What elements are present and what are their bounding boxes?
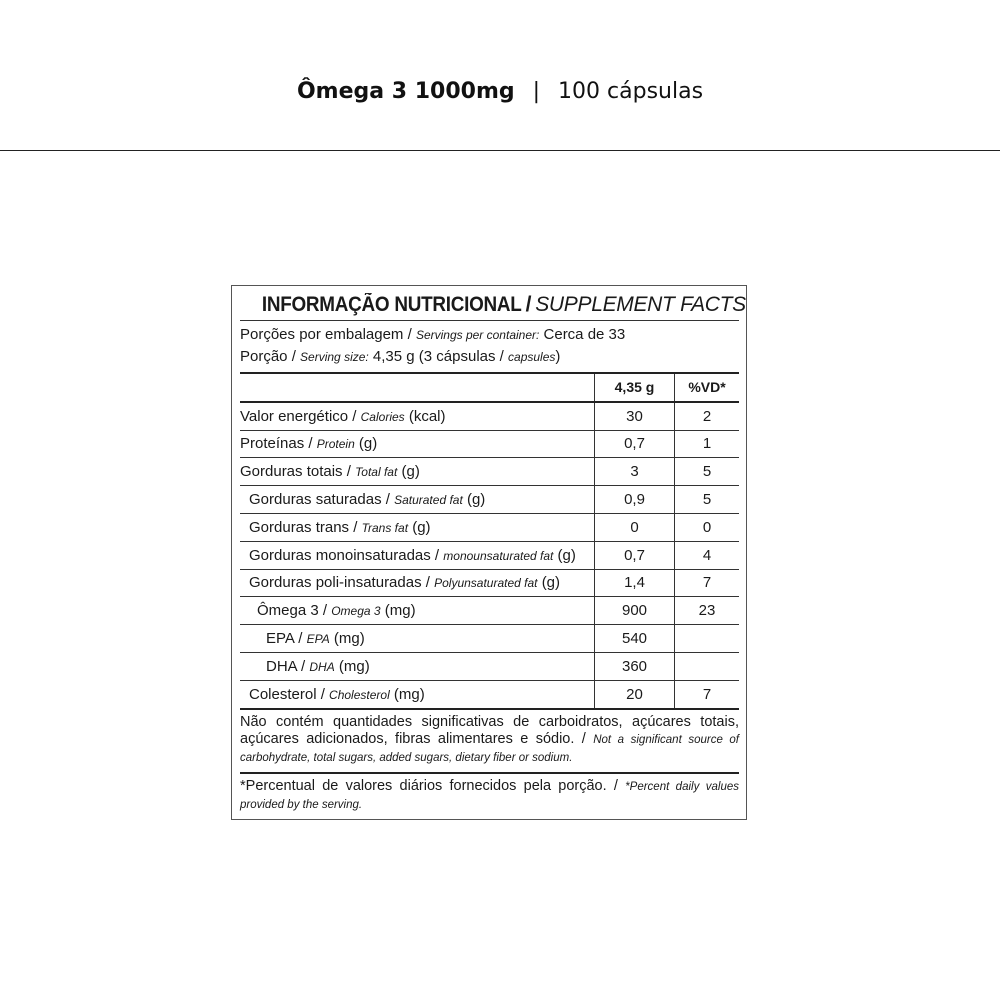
amount-column-header: 4,35 g [595,374,675,402]
nutrient-amount: 900 [595,597,675,625]
table-row [240,680,739,708]
servings-value: Cerca de 33 [543,326,626,343]
table-row [240,458,739,486]
product-header [0,76,1000,108]
nutrient-amount: 20 [595,680,675,708]
header-separator: | [532,79,541,104]
serving-size-value: 4,35 g (3 cápsulas / [372,348,504,365]
serving-size-label-pt: Porção / [240,348,296,365]
table-header-row [240,374,739,402]
dv-note-pt: *Percentual de valores diários fornecidos pela porção. / [240,777,618,794]
nutrient-label: Gorduras monoinsaturadas / monounsaturated fat (g) [240,541,595,569]
table-row [240,402,739,430]
table-row [240,569,739,597]
nutrition-facts-panel [231,285,747,820]
nutrient-label: EPA / EPA (mg) [240,625,595,653]
table-row [240,541,739,569]
not-significant-note [240,710,739,774]
nutrient-amount: 0,9 [595,486,675,514]
nutrient-amount: 0,7 [595,541,675,569]
serving-size-unit-en: capsules [508,350,556,364]
note-en: Not a significant source of carbohydrate, total sugars, added sugars, dietary fiber or sodium. [240,733,739,764]
note-pt: Não contém quantidades significativas de carboidratos, açúcares totais, açúcares adicionados, fibras alimentares e sódio. / [240,713,739,747]
table-row [240,652,739,680]
header-divider [0,150,1000,151]
nutrient-dv: 7 [675,680,740,708]
nutrient-label: Gorduras saturadas / Saturated fat (g) [240,486,595,514]
nutrient-dv: 5 [675,486,740,514]
nutrients-table [240,374,739,710]
nutrient-amount: 540 [595,625,675,653]
nutrient-dv: 23 [675,597,740,625]
nutrient-dv: 1 [675,430,740,458]
product-name: Ômega 3 1000mg [296,79,515,104]
nutrient-dv: 0 [675,513,740,541]
daily-value-note [240,774,739,814]
nutrient-dv: 5 [675,458,740,486]
servings-label-pt: Porções por embalagem / [240,326,412,343]
nutrient-dv [675,625,740,653]
nutrient-label: Gorduras trans / Trans fat (g) [240,513,595,541]
nutrient-dv: 7 [675,569,740,597]
nutrient-label: Valor energético / Calories (kcal) [240,402,595,430]
table-row [240,625,739,653]
capsule-count: 100 cápsulas [558,79,704,104]
table-row [240,597,739,625]
nutrient-amount: 1,4 [595,569,675,597]
nutrient-label: DHA / DHA (mg) [240,652,595,680]
nutrient-dv [675,652,740,680]
serving-info [240,321,739,374]
title-english: SUPPLEMENT FACTS [535,293,746,316]
nutrient-amount: 360 [595,652,675,680]
header-blank [240,374,595,402]
nutrient-dv: 2 [675,402,740,430]
servings-per-container [240,324,739,346]
nutrient-label: Gorduras poli-insaturadas / Polyunsaturated fat (g) [240,569,595,597]
title-separator: / [525,293,532,316]
serving-size [240,346,739,368]
nutrient-amount: 0,7 [595,430,675,458]
serving-size-label-en: Serving size: [300,350,369,364]
nutrient-amount: 3 [595,458,675,486]
dv-note-en: *Percent daily values provided by the serving. [240,780,739,811]
nutrient-dv: 4 [675,541,740,569]
title-portuguese: INFORMAÇÃO NUTRICIONAL [261,293,522,316]
nutrient-amount: 0 [595,513,675,541]
serving-size-close: ) [555,348,561,365]
nutrient-amount: 30 [595,402,675,430]
table-row [240,513,739,541]
servings-label-en: Servings per container: [415,328,540,342]
nutrient-label: Colesterol / Cholesterol (mg) [240,680,595,708]
table-row [240,486,739,514]
nutrient-label: Gorduras totais / Total fat (g) [240,458,595,486]
nutrient-label: Ômega 3 / Omega 3 (mg) [240,597,595,625]
nutrient-label: Proteínas / Protein (g) [240,430,595,458]
dv-column-header: %VD* [675,374,740,402]
table-row [240,430,739,458]
panel-title [240,291,746,321]
